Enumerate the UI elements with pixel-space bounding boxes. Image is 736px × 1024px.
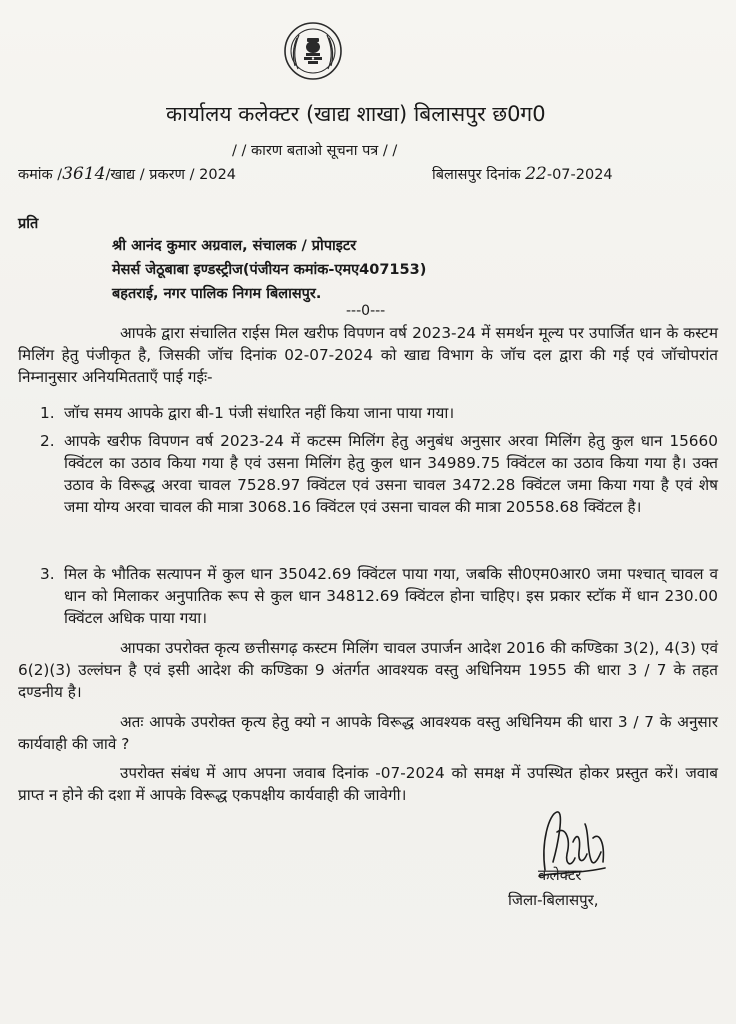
state-emblem-seal: [283, 14, 343, 88]
list-number: 2.: [40, 432, 55, 450]
intro-paragraph: आपके द्वारा संचालित राईस मिल खरीफ विपणन वर्ष 2023-24 में समर्थन मूल्य पर उपार्जित धान के कस्टम मिलिंग हेतु पंजीकृत है, जिसकी जॉच दिनांक 02-07-2024 को खाद्य विभाग के जॉच दल द्वारा की गई एवं जॉचोपरांत निम्नानुसार अनियमितताएँ पाई गईः-: [18, 324, 718, 386]
signatory-district: जिला-बिलासपुर,: [508, 891, 599, 909]
place-and-date: बिलासपुर दिनांक 22-07-2024: [432, 164, 613, 184]
recipient-address: बहतराई, नगर पालिक निगम बिलासपुर.: [112, 286, 322, 302]
response-paragraph: उपरोक्त संबंध में आप अपना जवाब दिनांक -07-2024 को समक्ष में उपस्थित होकर प्रस्तुत करें। जवाब प्राप्त न होने की दशा में आपके विरूद्ध एकपक्षीय कार्यवाही की जावेगी।: [18, 764, 718, 804]
question-paragraph: अतः आपके उपरोक्त कृत्य हेतु क्यो न आपके विरूद्ध आवश्यक वस्तु अधिनियम की धारा 3 / 7 के अनुसार कार्यवाही की जावे ?: [18, 713, 718, 753]
salutation-to: प्रति: [18, 216, 39, 232]
section-divider: ---0---: [346, 303, 386, 319]
letter-number-handwritten: 3614: [62, 164, 106, 184]
list-number: 1.: [40, 404, 55, 422]
recipient-firm: मेसर्स जेठूबाबा इण्डस्ट्रीज(पंजीयन कमांक-एमए407153): [112, 262, 427, 278]
date-handwritten: 22: [525, 164, 547, 184]
signatory-designation: कलेक्टर: [538, 866, 582, 884]
recipient-name: श्री आनंद कुमार अग्रवाल, संचालक / प्रोपाइटर: [112, 238, 357, 254]
letter-number: कमांक /3614/खाद्य / प्रकरण / 2024: [18, 164, 237, 184]
list-number: 3.: [40, 565, 55, 583]
notice-type: / / कारण बताओ सूचना पत्र / /: [232, 143, 398, 159]
office-heading: कार्यालय कलेक्टर (खाद्य शाखा) बिलासपुर छ0ग0: [166, 102, 546, 126]
violation-paragraph: आपका उपरोक्त कृत्य छत्तीसगढ़ कस्टम मिलिंग चावल उपार्जन आदेश 2016 की कण्डिका 3(2), 4(3) एवं 6(2)(3) उल्लंघन है एवं इसी आदेश की कण्डिका 9 अंतर्गत आवश्यक वस्तु अधिनियम 1955 की धारा 3 / 7 के तहत दण्डनीय है।: [18, 639, 718, 701]
list-text: मिल के भौतिक सत्यापन में कुल धान 35042.69 क्विंटल पाया गया, जबकि सी0एम0आर0 जमा पश्चात् चावल व धान को मिलाकर अनुपातिक रूप से कुल धान 34812.69 क्विंटल होना चाहिए। इस प्रकार स्टॉक में धान 230.00 क्विंटल अधिक पाया गया।: [64, 565, 718, 627]
list-text: आपके खरीफ विपणन वर्ष 2023-24 में कटस्म मिलिंग हेतु अनुबंध अनुसार अरवा मिलिंग हेतु कुल धान 15660 क्विंटल का उठाव किया गया है एवं उसना मिलिंग हेतु कुल धान 34989.75 क्विंटल का उठाव किया गया है। उक्त उठाव के विरूद्ध अरवा चावल 7528.97 क्विंटल एवं उसना चावल 3472.28 क्विंटल जमा किया गया है एवं शेष जमा योग्य अरवा चावल की मात्रा 3068.16 क्विंटल एवं उसना चावल की मात्रा 20558.68 क्विंटल है।: [64, 432, 718, 516]
list-text: जॉच समय आपके द्वारा बी-1 पंजी संधारित नहीं किया जाना पाया गया।: [64, 404, 455, 422]
